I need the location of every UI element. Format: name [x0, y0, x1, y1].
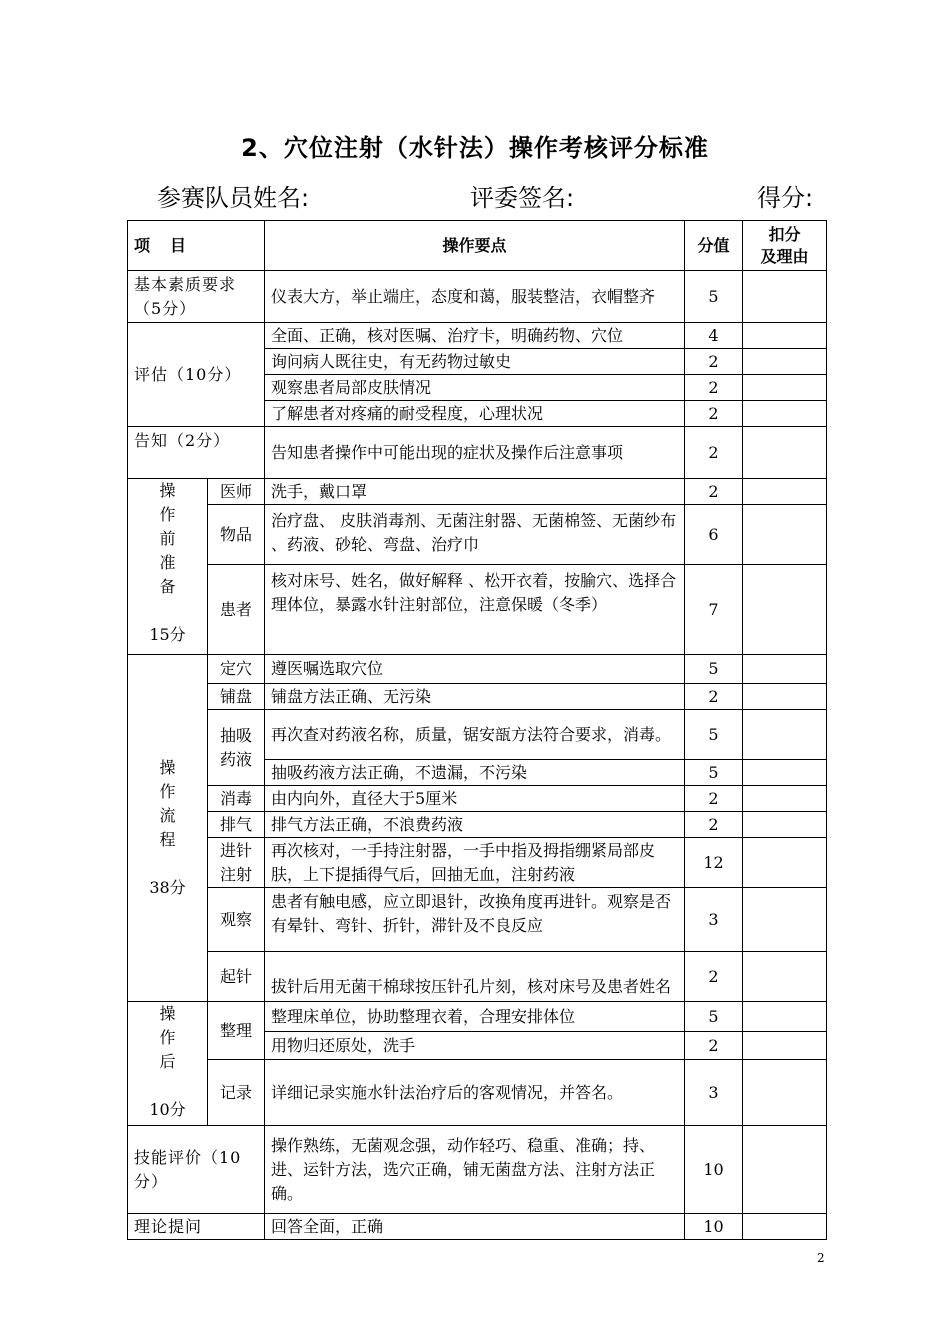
row-label-assess: 评估（10分）: [128, 323, 265, 427]
participant-name-label: 参赛队员姓名:: [157, 184, 310, 212]
row-score: 2: [685, 375, 743, 401]
table-row: [128, 786, 827, 812]
row-text: 用物归还原处，洗手: [265, 1032, 685, 1060]
row-text: 遵医嘱选取穴位: [265, 655, 685, 684]
row-score: 4: [685, 323, 743, 349]
sub-label: 定穴: [208, 655, 265, 684]
row-text: 询问病人既往史，有无药物过敏史: [265, 349, 685, 375]
row-score: 10: [685, 1214, 743, 1240]
page-number: 2: [817, 1251, 825, 1265]
sub-label: 消毒: [208, 786, 265, 812]
row-text: 患者有触电感，应立即退针，改换角度再进针。观察是否有晕针、弯针、折针，滞针及不良反应: [265, 888, 685, 952]
row-label-inform: 告知（2分）: [128, 427, 265, 479]
section-char: 前: [159, 529, 176, 548]
deduct-cell[interactable]: [743, 505, 827, 565]
sub-label: 排气: [208, 812, 265, 838]
row-text: 观察患者局部皮肤情况: [265, 375, 685, 401]
row-text: 铺盘方法正确、无污染: [265, 684, 685, 710]
row-score: 12: [685, 838, 743, 888]
deduct-cell[interactable]: [743, 375, 827, 401]
deduct-cell[interactable]: [743, 952, 827, 1002]
deduct-cell[interactable]: [743, 401, 827, 427]
row-text: 仪表大方，举止端庄，态度和蔼，服装整洁，衣帽整齐: [265, 271, 685, 323]
row-text: 回答全面，正确: [265, 1214, 685, 1240]
row-text: 抽吸药液方法正确，不遗漏，不污染: [265, 760, 685, 786]
header-deduct: [743, 221, 827, 271]
row-score: 2: [685, 427, 743, 479]
sub-label-text: 进针注射: [219, 840, 252, 884]
table-row: [128, 1060, 827, 1126]
row-label-basic: 基本素质要求（5分）: [128, 271, 265, 323]
row-score: 6: [685, 505, 743, 565]
row-score: 2: [685, 349, 743, 375]
deduct-cell[interactable]: [743, 1214, 827, 1240]
score-label: 得分:: [757, 184, 814, 212]
section-char: 操: [159, 758, 176, 777]
row-text: 操作熟练，无菌观念强，动作轻巧、稳重、准确；持、进、运针方法，选穴正确，铺无菌盘方法、注射方法正确。: [265, 1126, 685, 1214]
table-row: [128, 427, 827, 479]
section-char: 操: [159, 1004, 176, 1023]
row-score: 2: [685, 479, 743, 505]
deduct-cell[interactable]: [743, 838, 827, 888]
row-text: 告知患者操作中可能出现的症状及操作后注意事项: [265, 427, 685, 479]
row-text: 由内向外，直径大于5厘米: [265, 786, 685, 812]
deduct-cell[interactable]: [743, 812, 827, 838]
deduct-cell[interactable]: [743, 786, 827, 812]
row-text: 再次核对，一手持注射器，一手中指及拇指绷紧局部皮肤，上下提插得气后，回抽无血，注射药液: [265, 838, 685, 888]
page-title: 2、穴位注射（水针法）操作考核评分标准: [241, 134, 709, 162]
row-score: 5: [685, 760, 743, 786]
row-score: 3: [685, 1060, 743, 1126]
table-row: [128, 888, 827, 952]
scoring-table: [127, 220, 827, 1240]
deduct-cell[interactable]: [743, 565, 827, 655]
sub-label: [208, 710, 265, 786]
table-row: [128, 838, 827, 888]
deduct-cell[interactable]: [743, 1002, 827, 1032]
sub-label: 铺盘: [208, 684, 265, 710]
table-row: [128, 1002, 827, 1032]
header-value: 分值: [685, 221, 743, 271]
table-row: [128, 479, 827, 505]
table-row: [128, 655, 827, 684]
table-row: [128, 1126, 827, 1214]
sub-label: 起针: [208, 952, 265, 1002]
row-text: 核对床号、姓名，做好解释 、松开衣着，按腧穴、选择合理体位，暴露水针注射部位，注意保暖（冬季）: [265, 565, 685, 655]
section-char: 准: [159, 553, 176, 572]
table-row: [128, 271, 827, 323]
table-row: [128, 323, 827, 349]
row-text: 洗手，戴口罩: [265, 479, 685, 505]
deduct-cell[interactable]: [743, 1126, 827, 1214]
row-text: 拔针后用无菌干棉球按压针孔片刻，核对床号及患者姓名: [265, 952, 685, 1002]
table-row: [128, 710, 827, 760]
sub-label: 患者: [208, 565, 265, 655]
row-text: 了解患者对疼痛的耐受程度，心理状况: [265, 401, 685, 427]
row-score: 2: [685, 812, 743, 838]
row-text: 整理床单位，协助整理衣着，合理安排体位: [265, 1002, 685, 1032]
section-points: 10分: [149, 1100, 186, 1119]
section-points: 38分: [149, 878, 186, 897]
row-score: 2: [685, 401, 743, 427]
row-score: 5: [685, 271, 743, 323]
row-score: 10: [685, 1126, 743, 1214]
section-char: 操: [159, 481, 176, 500]
sub-label: 整理: [208, 1002, 265, 1060]
section-label-post: [128, 1002, 208, 1126]
sub-label: 医师: [208, 479, 265, 505]
deduct-cell[interactable]: [743, 479, 827, 505]
header-item: 项 目: [128, 221, 265, 271]
row-score: 2: [685, 1032, 743, 1060]
row-score: 5: [685, 655, 743, 684]
row-score: 7: [685, 565, 743, 655]
deduct-cell[interactable]: [743, 1060, 827, 1126]
table-row: [128, 952, 827, 1002]
table-row: [128, 505, 827, 565]
header-points: 操作要点: [265, 221, 685, 271]
row-score: 2: [685, 952, 743, 1002]
table-header-row: [128, 221, 827, 271]
row-score: 5: [685, 1002, 743, 1032]
deduct-cell[interactable]: [743, 655, 827, 684]
row-score: 3: [685, 888, 743, 952]
deduct-cell[interactable]: [743, 710, 827, 760]
sub-label: 记录: [208, 1060, 265, 1126]
deduct-cell[interactable]: [743, 1032, 827, 1060]
section-char: 作: [159, 782, 176, 801]
section-char: 程: [159, 830, 176, 849]
row-text: 排气方法正确，不浪费药液: [265, 812, 685, 838]
row-text: 全面、正确，核对医嘱、治疗卡，明确药物、穴位: [265, 323, 685, 349]
judge-signature-label: 评委签名:: [470, 184, 575, 212]
row-text: 详细记录实施水针法治疗后的客观情况，并答名。: [265, 1060, 685, 1126]
row-score: 2: [685, 684, 743, 710]
table-row: [128, 1214, 827, 1240]
section-points: 15分: [149, 625, 186, 644]
row-score: 5: [685, 710, 743, 760]
sub-label: 观察: [208, 888, 265, 952]
deduct-cell[interactable]: [743, 349, 827, 375]
sub-label: [208, 838, 265, 888]
sub-label: 物品: [208, 505, 265, 565]
table-row: [128, 684, 827, 710]
deduct-cell[interactable]: [743, 427, 827, 479]
row-label-theory: 理论提问: [128, 1214, 265, 1240]
deduct-cell[interactable]: [743, 760, 827, 786]
header-deduct-line1: 扣分: [768, 224, 801, 244]
sub-label-text: 抽吸药液: [219, 725, 252, 769]
row-label-skill: 技能评价（10分）: [128, 1126, 265, 1214]
table-row: [128, 565, 827, 655]
section-char: 作: [159, 1028, 176, 1047]
deduct-cell[interactable]: [743, 323, 827, 349]
deduct-cell[interactable]: [743, 271, 827, 323]
section-char: 备: [159, 577, 176, 596]
section-char: 作: [159, 505, 176, 524]
section-char: 流: [159, 806, 176, 825]
section-char: 后: [159, 1052, 176, 1071]
deduct-cell[interactable]: [743, 684, 827, 710]
section-label-process: [128, 655, 208, 1002]
row-score: 2: [685, 786, 743, 812]
row-text: 再次查对药液名称，质量，锯安瓿方法符合要求，消毒。: [265, 710, 685, 760]
section-label-prep: [128, 479, 208, 655]
deduct-cell[interactable]: [743, 888, 827, 952]
row-text: 治疗盘、 皮肤消毒剂、无菌注射器、无菌棉签、无菌纱布 、药液、砂轮、弯盘、治疗巾: [265, 505, 685, 565]
table-row: [128, 812, 827, 838]
header-deduct-line2: 及理由: [760, 246, 809, 266]
